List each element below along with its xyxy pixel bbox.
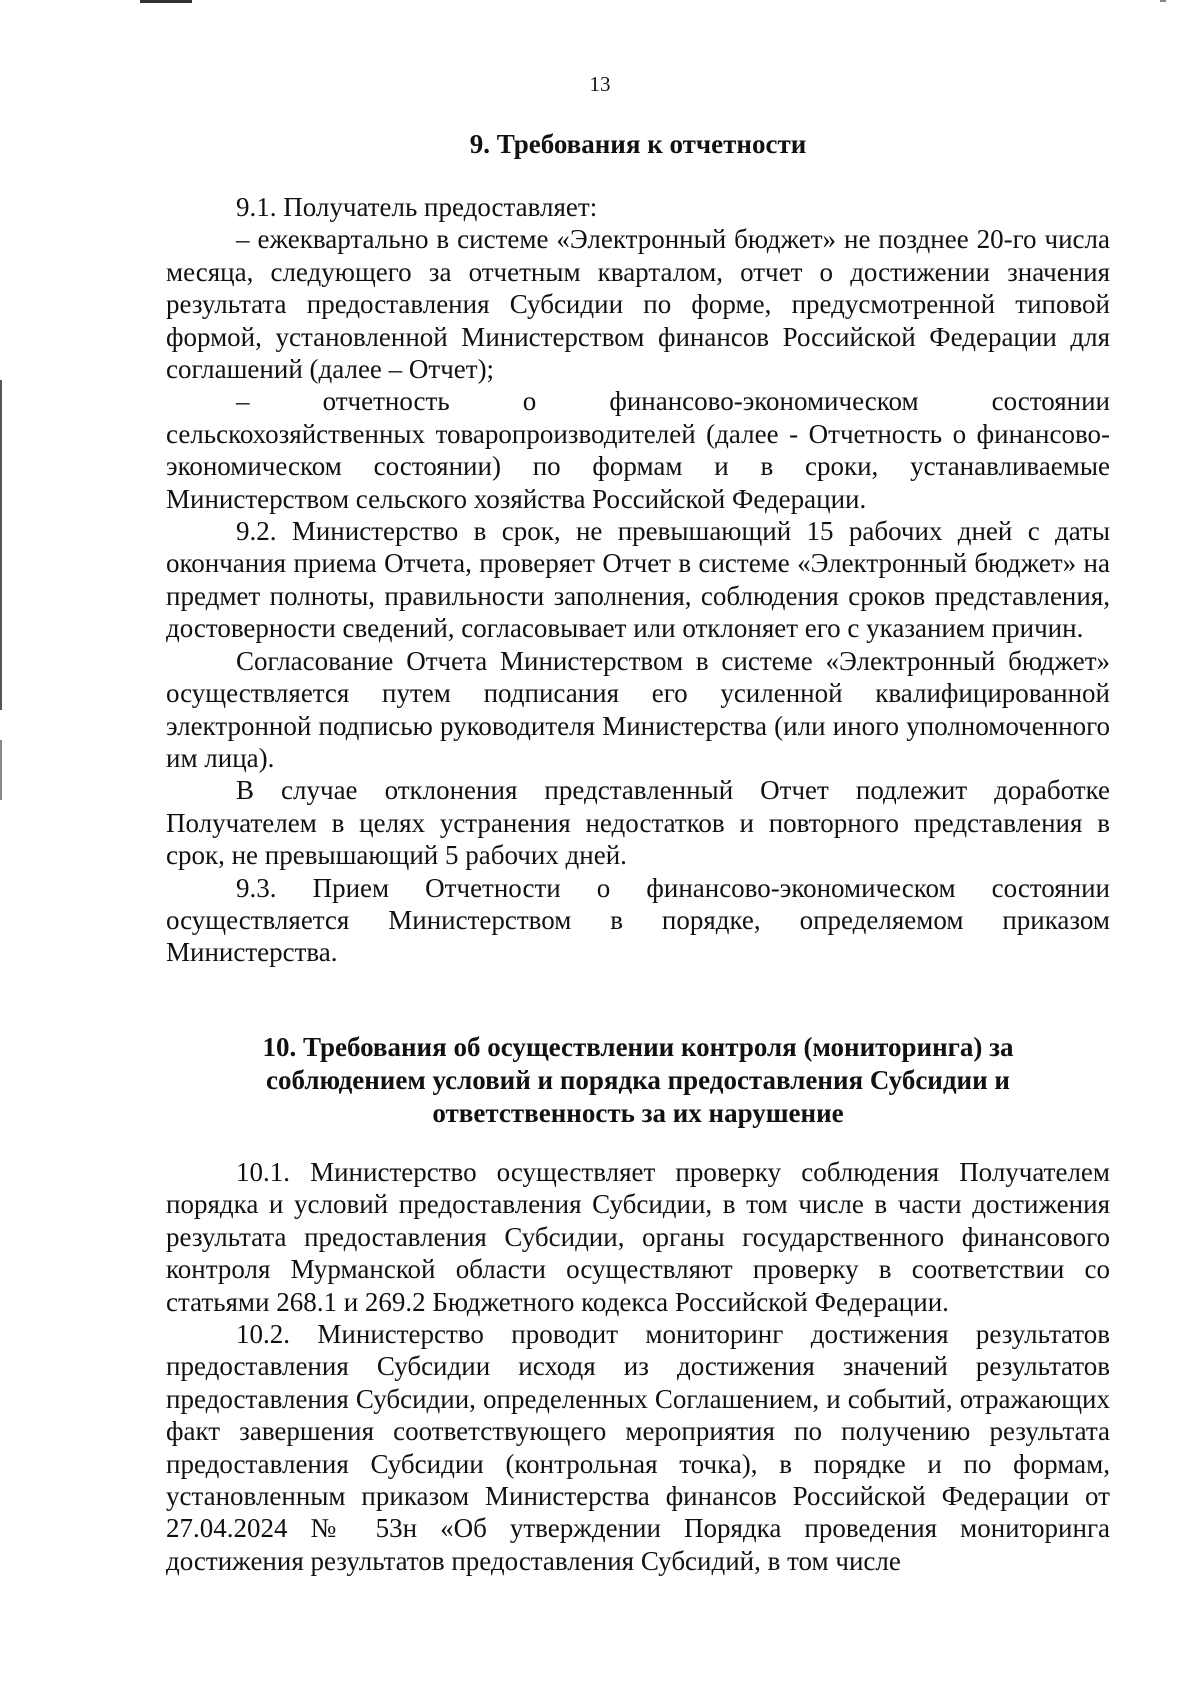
paragraph-10-1: 10.1. Министерство осуществляет проверку соблюдения Получателем порядка и условий предоставления Субсидии, в том числе в части достижения результата предоставления Субсидии, органы государственного финансового контроля Мурманской области осуществляют проверку в соответствии со статьями 268.1 и 269.2 Бюджетного кодекса Российской Федерации. [166, 1157, 1110, 1317]
paragraph-9-1: 9.1. Получатель предоставляет: [236, 192, 598, 222]
paragraph-10-2: 10.2. Министерство проводит мониторинг достижения результатов предоставления Субсидии исходя из достижения значений результатов предоставления Субсидии, определенных Соглашением, и событий, отражающих факт завершения соответствующего мероприятия по получению результата предоставления Субсидии (контрольная точка), в порядке и по формам, установленным приказом Министерства финансов Российской Федерации от 27.04.2024 № 53н «Об утверждении Порядка проведения мониторинга достижения результатов предоставления Субсидий, в том числе [166, 1319, 1110, 1576]
paragraph-9-1-item-1: – ежеквартально в системе «Электронный бюджет» не позднее 20-го числа месяца, следующего за отчетным кварталом, отчет о достижении значения результата предоставления Субсидии по форме, предусмотренной типовой формой, установленной Министерством финансов Российской Федерации для соглашений (далее – Отчет); [166, 224, 1110, 385]
paragraph-9-2-rejection: В случае отклонения представленный Отчет подлежит доработке Получателем в целях устранения недостатков и повторного представления в срок, не превышающий 5 рабочих дней. [166, 775, 1110, 871]
paragraph-9-2: 9.2. Министерство в срок, не превышающий 15 рабочих дней с даты окончания приема Отчета, проверяет Отчет в системе «Электронный бюджет» на предмет полноты, правильности заполнения, соблюдения сроков представления, достоверности сведений, согласовывает или отклоняет его с указанием причин. [166, 516, 1110, 644]
paragraph-9-2-approval: Согласование Отчета Министерством в системе «Электронный бюджет» осуществляется путем подписания его усиленной квалифицированной электронной подписью руководителя Министерства (или иного уполномоченного им лица). [166, 645, 1110, 773]
section-10-body [166, 1156, 1110, 1577]
scan-artifact [140, 0, 192, 3]
section-10-title [166, 1031, 1110, 1130]
scan-artifact [1160, 0, 1166, 2]
scan-artifact [0, 740, 2, 800]
section-10-title-line-3: ответственность за их нарушение [432, 1098, 844, 1128]
paragraph-9-1-item-2: – отчетность о финансово-экономическом состоянии сельскохозяйственных товаропроизводителей (далее - Отчетность о финансово-экономическом состоянии) по формам и в сроки, устанавливаемые Министерством сельского хозяйства Российской Федерации. [166, 386, 1110, 514]
section-10-title-line-2: соблюдением условий и порядка предоставления Субсидии и [266, 1065, 1010, 1095]
section-10-title-line-1: 10. Требования об осуществлении контроля (мониторинга) за [262, 1032, 1014, 1062]
scan-artifact [0, 380, 2, 710]
page-number: 13 [589, 72, 611, 96]
section-9-title: 9. Требования к отчетности [469, 129, 807, 159]
section-9-body [166, 191, 1110, 969]
paragraph-9-3: 9.3. Прием Отчетности о финансово-экономическом состоянии осуществляется Министерством в порядке, определяемом приказом Министерства. [166, 872, 1110, 968]
